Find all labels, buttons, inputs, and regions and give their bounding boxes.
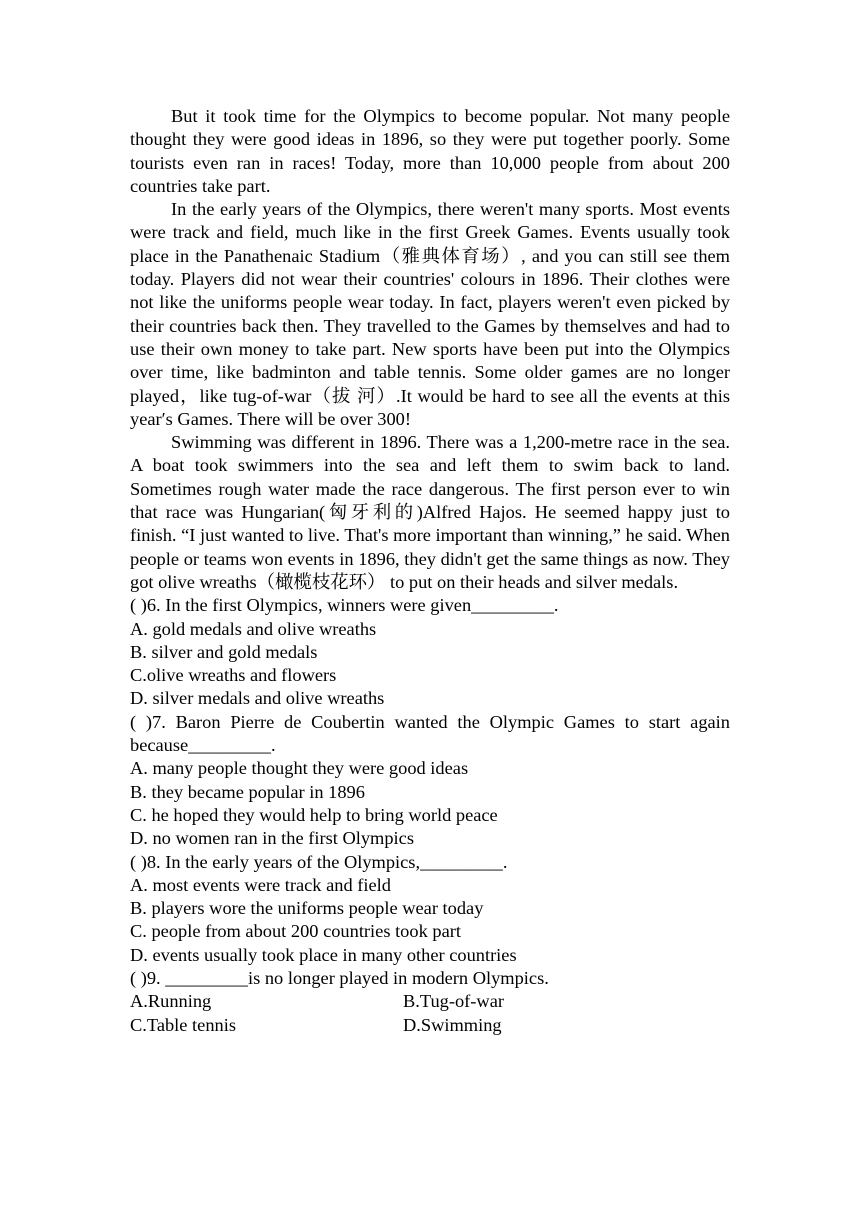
document-page [130, 105, 730, 1037]
option-c: C. he hoped they would help to bring world peace [130, 804, 498, 825]
option-b: B. players wore the uniforms people wear today [130, 898, 484, 919]
question-stem: ( )8. In the early years of the Olympics,_________. [130, 851, 508, 872]
option-b: B. silver and gold medals [130, 641, 318, 662]
option-c: C.olive wreaths and flowers [130, 665, 337, 686]
option-c: C.Table tennis [130, 1014, 236, 1035]
option-b: B.Tug-of-war [403, 991, 504, 1012]
question-stem: ( )6. In the first Olympics, winners were given_________. [130, 595, 559, 616]
option-d: D. silver medals and olive wreaths [130, 688, 385, 709]
question-stem: ( )9. _________is no longer played in modern Olympics. [130, 967, 549, 988]
option-d: D. events usually took place in many other countries [130, 944, 517, 965]
question-6 [130, 594, 730, 710]
question-7 [130, 711, 730, 851]
option-d: D.Swimming [403, 1014, 502, 1035]
option-a: A. many people thought they were good ideas [130, 758, 469, 779]
reading-passage [130, 105, 730, 594]
option-c: C. people from about 200 countries took part [130, 921, 461, 942]
option-b: B. they became popular in 1896 [130, 781, 365, 802]
option-d: D. no women ran in the first Olympics [130, 828, 414, 849]
option-a: A. most events were track and field [130, 874, 391, 895]
options-row [130, 990, 730, 1013]
passage-paragraph: But it took time for the Olympics to become popular. Not many people thought they were good ideas in 1896, so they were put together poorly. Some tourists even ran in races! Today, more than 10,000 people from about 200 countries take part. [130, 106, 730, 196]
question-stem: ( )7. Baron Pierre de Coubertin wanted the Olympic Games to start again because_________. [130, 711, 730, 756]
question-9 [130, 967, 730, 1037]
question-8 [130, 851, 730, 967]
passage-paragraph: Swimming was different in 1896. There was a 1,200-metre race in the sea. A boat took swimmers into the sea and left them to swim back to land. Sometimes rough water made the race dangerous. The first person ever to win that race was Hungarian(匈牙利的)Alfred Hajos. He seemed happy just to finish. “I just wanted to live. That's more important than winning,” he said. When people or teams won events in 1896, they didn't get the same things as now. They got olive wreaths（橄榄枝花环） to put on their heads and silver medals. [130, 432, 730, 592]
option-a: A.Running [130, 991, 212, 1012]
options-row [130, 1014, 730, 1037]
option-a: A. gold medals and olive wreaths [130, 618, 377, 639]
passage-paragraph: In the early years of the Olympics, there weren't many sports. Most events were track and field, much like in the first Greek Games. Events usually took place in the Panathenaic Stadium（雅典体育场）, and you can still see them today. Players did not wear their countries' colours in 1896. Their clothes were not like the uniforms people wear today. In fact, players weren't even picked by their countries back then. They travelled to the Games by themselves and had to use their own money to take part. New sports have been put into the Olympics over time, like badminton and table tennis. Some older games are no longer played，like tug-of-war（拔 河）.It would be hard to see all the events at this year′s Games. There will be over 300! [130, 199, 730, 429]
